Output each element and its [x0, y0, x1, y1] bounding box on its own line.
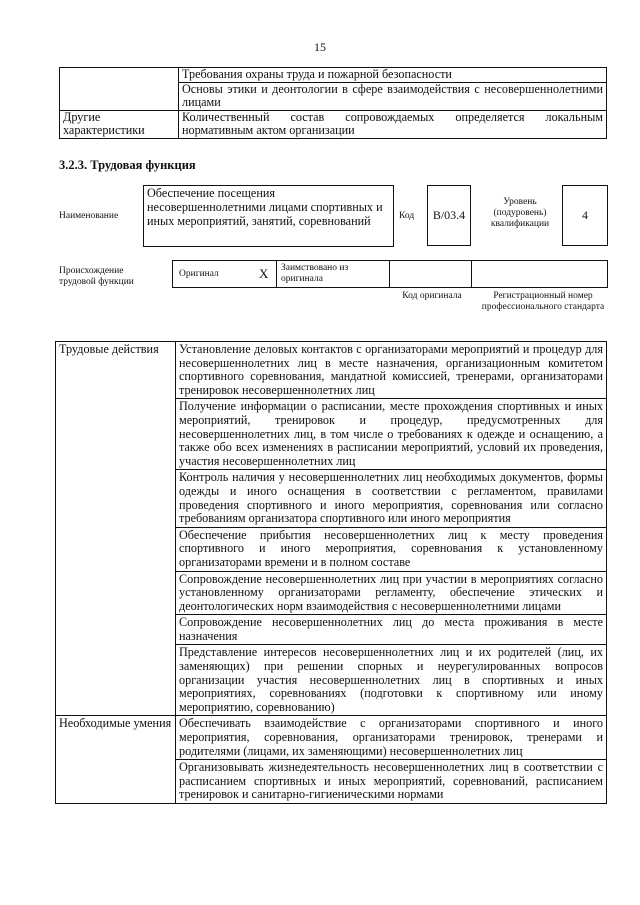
row-text: Количественный состав сопровождаемых определяется локальным нормативным актом организации	[179, 110, 607, 138]
code-original-caption: Код оригинала	[402, 291, 462, 301]
table-cell: Получение информации о расписании, месте прохождения спортивных и иных мероприятий, тренировок и процедур, предусмотренных для несовершеннолетних лиц, в том числе о требованиях к одежде и оснащению, а также обо всех изменениях в расписании мероприятий, условий их проведения, участия несовершеннолетних лиц	[176, 399, 607, 470]
table-cell: Сопровождение несовершеннолетних лиц при участии в мероприятиях согласно установленному организаторами регламенту, обеспечение этических и деонтологических норм взаимодействия с несовершеннолетними лицами	[176, 571, 607, 615]
group-label: Трудовые действия	[56, 342, 176, 716]
function-name-box: Обеспечение посещения несовершеннолетними лицами спортивных и иных мероприятий, занятий, соревнований	[143, 185, 394, 247]
code-label: Код	[399, 211, 415, 221]
table-cell: Представление интересов несовершеннолетних лиц и их родителей (лиц, их заменяющих) при решении спорных и неурегулированных вопросов организации участия несовершеннолетних лиц в спортивных и иных мероприятиях, соревнованиях (подготовки к спортивному или иному мероприятию, соревнованию)	[176, 645, 607, 716]
row-text: Основы этики и деонтологии в сфере взаимодействия с несовершеннолетними лицами	[179, 82, 607, 110]
original-mark: X	[259, 266, 269, 281]
row-text: Требования охраны труда и пожарной безопасности	[179, 68, 607, 83]
table-cell: Сопровождение несовершеннолетних лиц до места проживания в месте назначения	[176, 615, 607, 645]
section-title: 3.2.3. Трудовая функция	[59, 158, 196, 172]
origin-label: Происхождение трудовой функции	[59, 266, 134, 287]
group-label: Необходимые умения	[56, 716, 176, 804]
table-cell: Установление деловых контактов с организаторами мероприятий и процедур для несовершеннолетних лиц в месте назначения, организационным комитетом спортивного соревнования, мандатной комиссией, тренерами, организаторами тренировок несовершеннолетних лиц	[176, 342, 607, 399]
divider	[471, 261, 472, 287]
registration-number-caption: Регистрационный номер профессионального стандарта	[481, 291, 605, 312]
row-label: Другие характеристики	[60, 110, 179, 138]
table-row	[60, 68, 607, 83]
row-label	[60, 68, 179, 111]
level-label: Уровень (подуровень) квалификации	[490, 197, 550, 229]
table-cell: Организовывать жизнедеятельность несовершеннолетних лиц в соответствии с расписанием спортивных и иных мероприятий, соревнований, расписанием тренировок и санитарно-гигиеническими нормами	[176, 760, 607, 804]
qualification-level-box: 4	[562, 185, 608, 246]
table-cell: Обеспечивать взаимодействие с организаторами спортивного и иного мероприятия, соревнования, организаторами тренировок, тренерами и родителями (лицами, их заменяющими) несовершеннолетних лиц	[176, 716, 607, 760]
original-label: Оригинал	[179, 269, 219, 279]
table-cell: Контроль наличия у несовершеннолетних лиц необходимых документов, формы одежды и иного оснащения в соответствии с регламентом, правилами проведения спортивного и иного мероприятия, соревнования или согласно требованиям организатора спортивного или иного мероприятия	[176, 470, 607, 527]
labor-function-table	[55, 341, 607, 804]
origin-row	[172, 260, 608, 288]
name-label: Наименование	[59, 211, 119, 221]
top-characteristics-table	[59, 67, 607, 139]
divider	[389, 261, 390, 287]
borrowed-label: Заимствовано из оригинала	[281, 263, 349, 284]
divider	[276, 261, 277, 287]
table-row	[56, 716, 607, 760]
table-row	[60, 110, 607, 138]
function-code-box: B/03.4	[427, 185, 471, 246]
table-row	[56, 342, 607, 399]
page-number: 15	[314, 40, 326, 54]
table-cell: Обеспечение прибытия несовершеннолетних лиц к месту проведения спортивного и иного мероприятия, соревнования к установленному организаторами времени и в полном составе	[176, 527, 607, 571]
